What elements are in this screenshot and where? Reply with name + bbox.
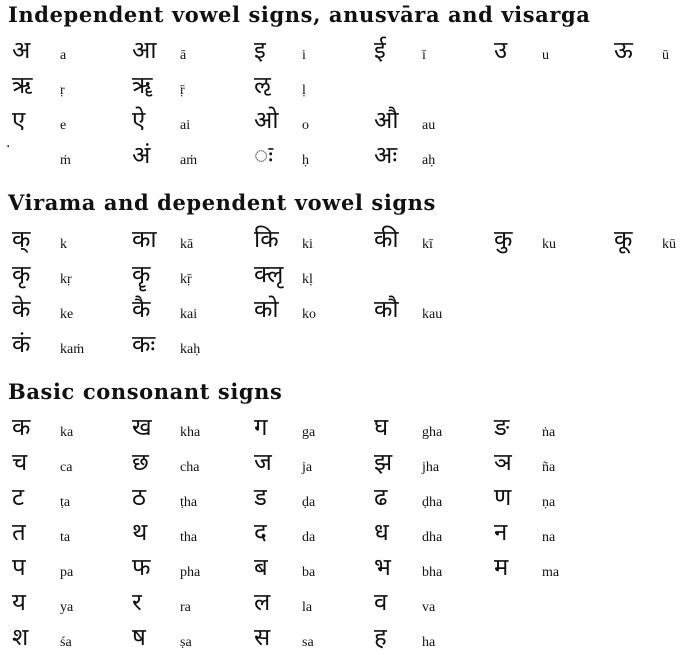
transliteration: o (302, 118, 309, 133)
sign-cell (12, 34, 122, 68)
sign-row (0, 139, 685, 173)
transliteration: bha (422, 565, 443, 580)
sign-cell (132, 551, 242, 585)
transliteration: ña (542, 460, 556, 475)
devanagari-glyph: कः (132, 330, 156, 358)
sign-cell (494, 34, 604, 68)
sign-cell (254, 411, 364, 445)
sign-cell (132, 328, 242, 362)
sign-cell (12, 411, 122, 445)
sign-cell (254, 223, 364, 257)
devanagari-glyph: र (132, 588, 142, 616)
sign-cell (494, 481, 604, 515)
devanagari-glyph: भ (374, 553, 391, 581)
transliteration: aḥ (422, 153, 436, 168)
devanagari-glyph: क् (12, 225, 31, 253)
devanagari-glyph: न (494, 518, 508, 546)
transliteration: gha (422, 425, 443, 440)
transliteration: ki (302, 237, 313, 252)
devanagari-glyph: का (132, 225, 157, 253)
sign-cell (614, 34, 685, 68)
transliteration: dha (422, 530, 443, 545)
transliteration: jha (422, 460, 440, 475)
sign-row (0, 481, 685, 515)
transliteration: ī (422, 48, 426, 63)
devanagari-glyph: य (12, 588, 26, 616)
devanagari-glyph: फ (132, 553, 151, 581)
transliteration: ṭha (180, 495, 198, 510)
transliteration: kḷ (302, 272, 313, 287)
devanagari-glyph: ऊ (614, 36, 633, 64)
devanagari-glyph: ख (132, 413, 152, 441)
devanagari-glyph: ई (374, 36, 386, 64)
transliteration: kha (180, 425, 201, 440)
sign-cell (132, 481, 242, 515)
sign-cell (12, 258, 122, 292)
sign-cell (12, 104, 122, 138)
transliteration: kṛ (60, 272, 72, 287)
devanagari-glyph: क्लृ (254, 260, 284, 288)
devanagari-glyph: ड (254, 483, 267, 511)
transliteration: ha (422, 635, 436, 650)
transliteration: ma (542, 565, 560, 580)
devanagari-glyph: के (12, 295, 31, 323)
devanagari-glyph: उ (494, 36, 508, 64)
sign-cell (132, 586, 242, 620)
sign-cell (374, 104, 484, 138)
transliteration: ko (302, 307, 316, 322)
sign-cell (374, 481, 484, 515)
sign-cell (614, 223, 685, 257)
transliteration: ā (180, 48, 187, 63)
sign-cell (12, 69, 122, 103)
transliteration: kau (422, 307, 443, 322)
sign-cell (12, 516, 122, 550)
sign-cell (132, 293, 242, 327)
sign-cell (12, 586, 122, 620)
sign-cell (254, 139, 364, 173)
transliteration: sa (302, 635, 314, 650)
transliteration: ya (60, 600, 74, 615)
devanagari-glyph: अः (374, 141, 398, 169)
devanagari-glyph: कि (254, 225, 279, 253)
transliteration: kaṁ (60, 342, 85, 357)
transliteration: kaḥ (180, 342, 201, 357)
sign-cell (494, 516, 604, 550)
transliteration: ga (302, 425, 316, 440)
transliteration: a (60, 48, 67, 63)
sign-cell (12, 328, 122, 362)
sign-cell (12, 293, 122, 327)
devanagari-glyph: च (12, 448, 28, 476)
devanagari-glyph: छ (132, 448, 149, 476)
sign-cell (494, 411, 604, 445)
sign-cell (12, 446, 122, 480)
devanagari-glyph: ठ (132, 483, 146, 511)
devanagari-glyph: ल (254, 588, 271, 616)
transliteration: ū (662, 48, 669, 63)
devanagari-glyph: ऋ (12, 71, 33, 99)
sign-cell (374, 551, 484, 585)
devanagari-glyph: त (12, 518, 26, 546)
transliteration: ḍha (422, 495, 443, 510)
transliteration: cha (180, 460, 200, 475)
transliteration: va (422, 600, 436, 615)
devanagari-glyph: अं (132, 141, 151, 169)
devanagari-glyph: श (12, 623, 29, 651)
sign-cell (374, 586, 484, 620)
transliteration: kī (422, 237, 433, 252)
devanagari-glyph: ः (254, 141, 274, 169)
transliteration: ḷ (302, 83, 306, 98)
transliteration: aṁ (180, 153, 198, 168)
sign-cell (254, 551, 364, 585)
transliteration: śa (60, 635, 72, 650)
devanagari-glyph: कै (132, 295, 151, 323)
transliteration: ca (60, 460, 73, 475)
sign-cell (132, 516, 242, 550)
transliteration: ai (180, 118, 191, 133)
devanagari-glyph: ञ (494, 448, 512, 476)
devanagari-glyph: क (12, 413, 31, 441)
transliteration: tha (180, 530, 198, 545)
sign-cell (374, 446, 484, 480)
sign-row (0, 258, 685, 292)
devanagari-glyph: ब (254, 553, 268, 581)
devanagari-glyph: ऐ (132, 106, 146, 134)
transliteration: kai (180, 307, 198, 322)
transliteration: ṅa (542, 425, 556, 440)
stray-dot: · (6, 139, 11, 155)
transliteration: kṝ (180, 272, 192, 287)
sign-cell (254, 293, 364, 327)
devanagari-glyph: कु (494, 225, 513, 253)
transliteration: ka (60, 425, 74, 440)
sign-cell (12, 139, 122, 173)
sign-cell (132, 104, 242, 138)
devanagari-glyph: ण (494, 483, 512, 511)
transliteration: da (302, 530, 316, 545)
sign-cell (132, 69, 242, 103)
devanagari-glyph: औ (374, 106, 399, 134)
section-heading-basic-consonants: Basic consonant signs (8, 379, 283, 404)
sign-cell (132, 411, 242, 445)
devanagari-glyph: इ (254, 36, 266, 64)
sign-row (0, 34, 685, 68)
devanagari-glyph: ग (254, 413, 268, 441)
sign-cell (374, 293, 484, 327)
transliteration: ke (60, 307, 74, 322)
sign-cell (374, 411, 484, 445)
sign-row (0, 586, 685, 620)
sign-cell (374, 223, 484, 257)
section-heading-independent-vowels: Independent vowel signs, anusvāra and visarga (8, 2, 591, 27)
sign-cell (254, 34, 364, 68)
transliteration: ṁ (60, 153, 71, 168)
sign-cell (12, 551, 122, 585)
transliteration: au (422, 118, 436, 133)
transliteration: ṛ (60, 83, 65, 98)
transliteration: i (302, 48, 306, 63)
transliteration: ṇa (542, 495, 556, 510)
devanagari-glyph: घ (374, 413, 389, 441)
sign-cell (374, 516, 484, 550)
transliteration: ḥ (302, 153, 309, 168)
devanagari-glyph: ज (254, 448, 272, 476)
transliteration: la (302, 600, 313, 615)
transliteration: ja (302, 460, 313, 475)
devanagari-glyph: कृ (12, 260, 31, 288)
transliteration: ṭa (60, 495, 71, 510)
devanagari-glyph: ए (12, 106, 26, 134)
devanagari-glyph: ऌ (254, 71, 271, 99)
transliteration: kā (180, 237, 194, 252)
sign-row (0, 293, 685, 327)
devanagari-glyph: झ (374, 448, 393, 476)
transliteration: na (542, 530, 556, 545)
sign-row (0, 223, 685, 257)
devanagari-glyph: प (12, 553, 26, 581)
transliteration: ba (302, 565, 316, 580)
sign-row (0, 104, 685, 138)
sign-cell (374, 139, 484, 173)
devanagari-glyph: ह (374, 623, 387, 651)
sign-cell (494, 551, 604, 585)
sign-cell (254, 69, 364, 103)
sign-row (0, 69, 685, 103)
section-heading-virama-dependent-vowels: Virama and dependent vowel signs (8, 190, 436, 215)
sign-cell (132, 223, 242, 257)
devanagari-glyph: कॄ (132, 260, 151, 288)
sign-cell (132, 139, 242, 173)
devanagari-glyph: ङ (494, 413, 510, 441)
sign-cell (132, 258, 242, 292)
devanagari-glyph: कं (12, 330, 31, 358)
sign-row (0, 446, 685, 480)
devanagari-glyph: ध (374, 518, 389, 546)
devanagari-glyph: आ (132, 36, 157, 64)
sign-row (0, 551, 685, 585)
transliteration: ra (180, 600, 191, 615)
devanagari-glyph: ओ (254, 106, 279, 134)
transliteration: pha (180, 565, 201, 580)
transliteration: u (542, 48, 549, 63)
sign-cell (494, 446, 604, 480)
sign-row (0, 328, 685, 362)
sign-row (0, 411, 685, 445)
transliteration: e (60, 118, 67, 133)
devanagari-glyph: की (374, 225, 399, 253)
transliteration: kū (662, 237, 676, 252)
devanagari-glyph: कौ (374, 295, 399, 323)
transliteration: k (60, 237, 67, 252)
devanagari-glyph: ष (132, 623, 146, 651)
devanagari-glyph: म (494, 553, 509, 581)
devanagari-glyph: अ (12, 36, 31, 64)
transliteration: ta (60, 530, 71, 545)
sign-row (0, 516, 685, 550)
sign-cell (254, 516, 364, 550)
sign-cell (12, 481, 122, 515)
transliteration: ḍa (302, 495, 316, 510)
devanagari-glyph: को (254, 295, 279, 323)
transliteration: ṣa (180, 635, 192, 650)
devanagari-glyph: स (254, 623, 271, 651)
devanagari-glyph: ढ (374, 483, 388, 511)
devanagari-glyph: द (254, 518, 267, 546)
devanagari-glyph: ट (12, 483, 25, 511)
sign-cell (132, 34, 242, 68)
sign-cell (374, 34, 484, 68)
transliteration: ku (542, 237, 556, 252)
sign-cell (254, 481, 364, 515)
devanagari-glyph: कू (614, 225, 633, 253)
sign-cell (254, 258, 364, 292)
sign-cell (132, 446, 242, 480)
devanagari-glyph: व (374, 588, 388, 616)
transliteration: pa (60, 565, 74, 580)
sign-cell (494, 223, 604, 257)
sign-cell (254, 446, 364, 480)
devanagari-glyph: थ (132, 518, 148, 546)
sign-cell (254, 104, 364, 138)
sign-cell (12, 223, 122, 257)
sign-cell (254, 586, 364, 620)
transliteration: ṝ (180, 83, 185, 98)
devanagari-glyph: ॠ (132, 71, 153, 99)
